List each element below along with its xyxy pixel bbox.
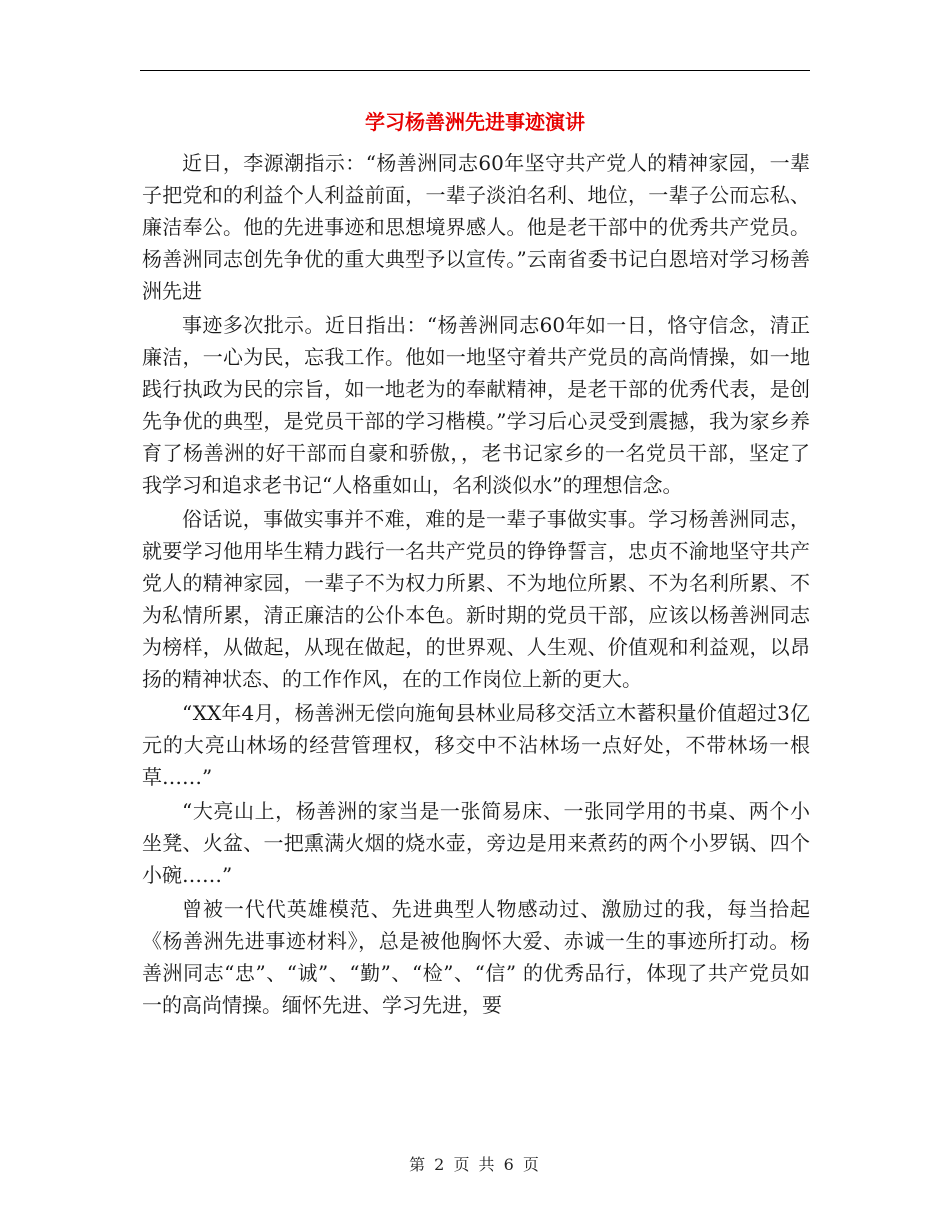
paragraph: “XX年4月，杨善洲无偿向施甸县林业局移交活立木蓄积量价值超过3亿元的大亮山林场的经营管理权，移交中不沾林场一点好处，不带林场一根草……” [142,701,810,789]
paragraph: 曾被一代代英雄模范、先进典型人物感动过、激励过的我，每当拾起《杨善洲先进事迹材料》，总是被他胸怀大爱、赤诚一生的事迹所打动。杨善洲同志“忠”、“诚”、“勤”、“检”、“信” 的优秀品行，体现了共产党员如一的高尚情操。缅怀先进、学习先进，要 [142,897,810,1017]
paragraph: 事迹多次批示。近日指出：“杨善洲同志60年如一日，恪守信念，清正廉洁，一心为民，忘我工作。他如一地坚守着共产党员的高尚情操，如一地践行执政为民的宗旨，如一地老为的奉献精神，是老干部的优秀代表，是创先争优的典型，是党员干部的学习楷模。”学习后心灵受到震撼，我为家乡养育了杨善洲的好干部而自豪和骄傲，，老书记家乡的一名党员干部，坚定了我学习和追求老书记“人格重如山，名利淡似水”的理想信念。 [142,313,810,497]
paragraph: “大亮山上，杨善洲的家当是一张简易床、一张同学用的书桌、两个小坐凳、火盆、一把熏满火烟的烧水壶，旁边是用来煮药的两个小罗锅、四个小碗……” [142,799,810,887]
page-footer: 第 2 页 共 6 页 [409,1155,541,1174]
paragraph: 近日，李源潮指示：“杨善洲同志60年坚守共产党人的精神家园，一辈子把党和的利益个人利益前面，一辈子淡泊名利、地位，一辈子公而忘私、廉洁奉公。他的先进事迹和思想境界感人。他是老干部中的优秀共产党员。杨善洲同志创先争优的重大典型予以宣传。”云南省委书记白恩培对学习杨善洲先进 [142,151,810,303]
header-rule [140,70,810,71]
document-title: 学习杨善洲先进事迹演讲 [365,110,585,134]
paragraph: 俗话说，事做实事并不难，难的是一辈子事做实事。学习杨善洲同志，就要学习他用毕生精力践行一名共产党员的铮铮誓言，忠贞不渝地坚守共产党人的精神家园，一辈子不为权力所累、不为地位所累、不为名利所累、不为私情所累，清正廉洁的公仆本色。新时期的党员干部，应该以杨善洲同志为榜样，从做起，从现在做起，的世界观、人生观、价值观和利益观，以昂扬的精神状态、的工作作风，在的工作岗位上新的更大。 [142,507,810,691]
document-body [142,147,810,1023]
